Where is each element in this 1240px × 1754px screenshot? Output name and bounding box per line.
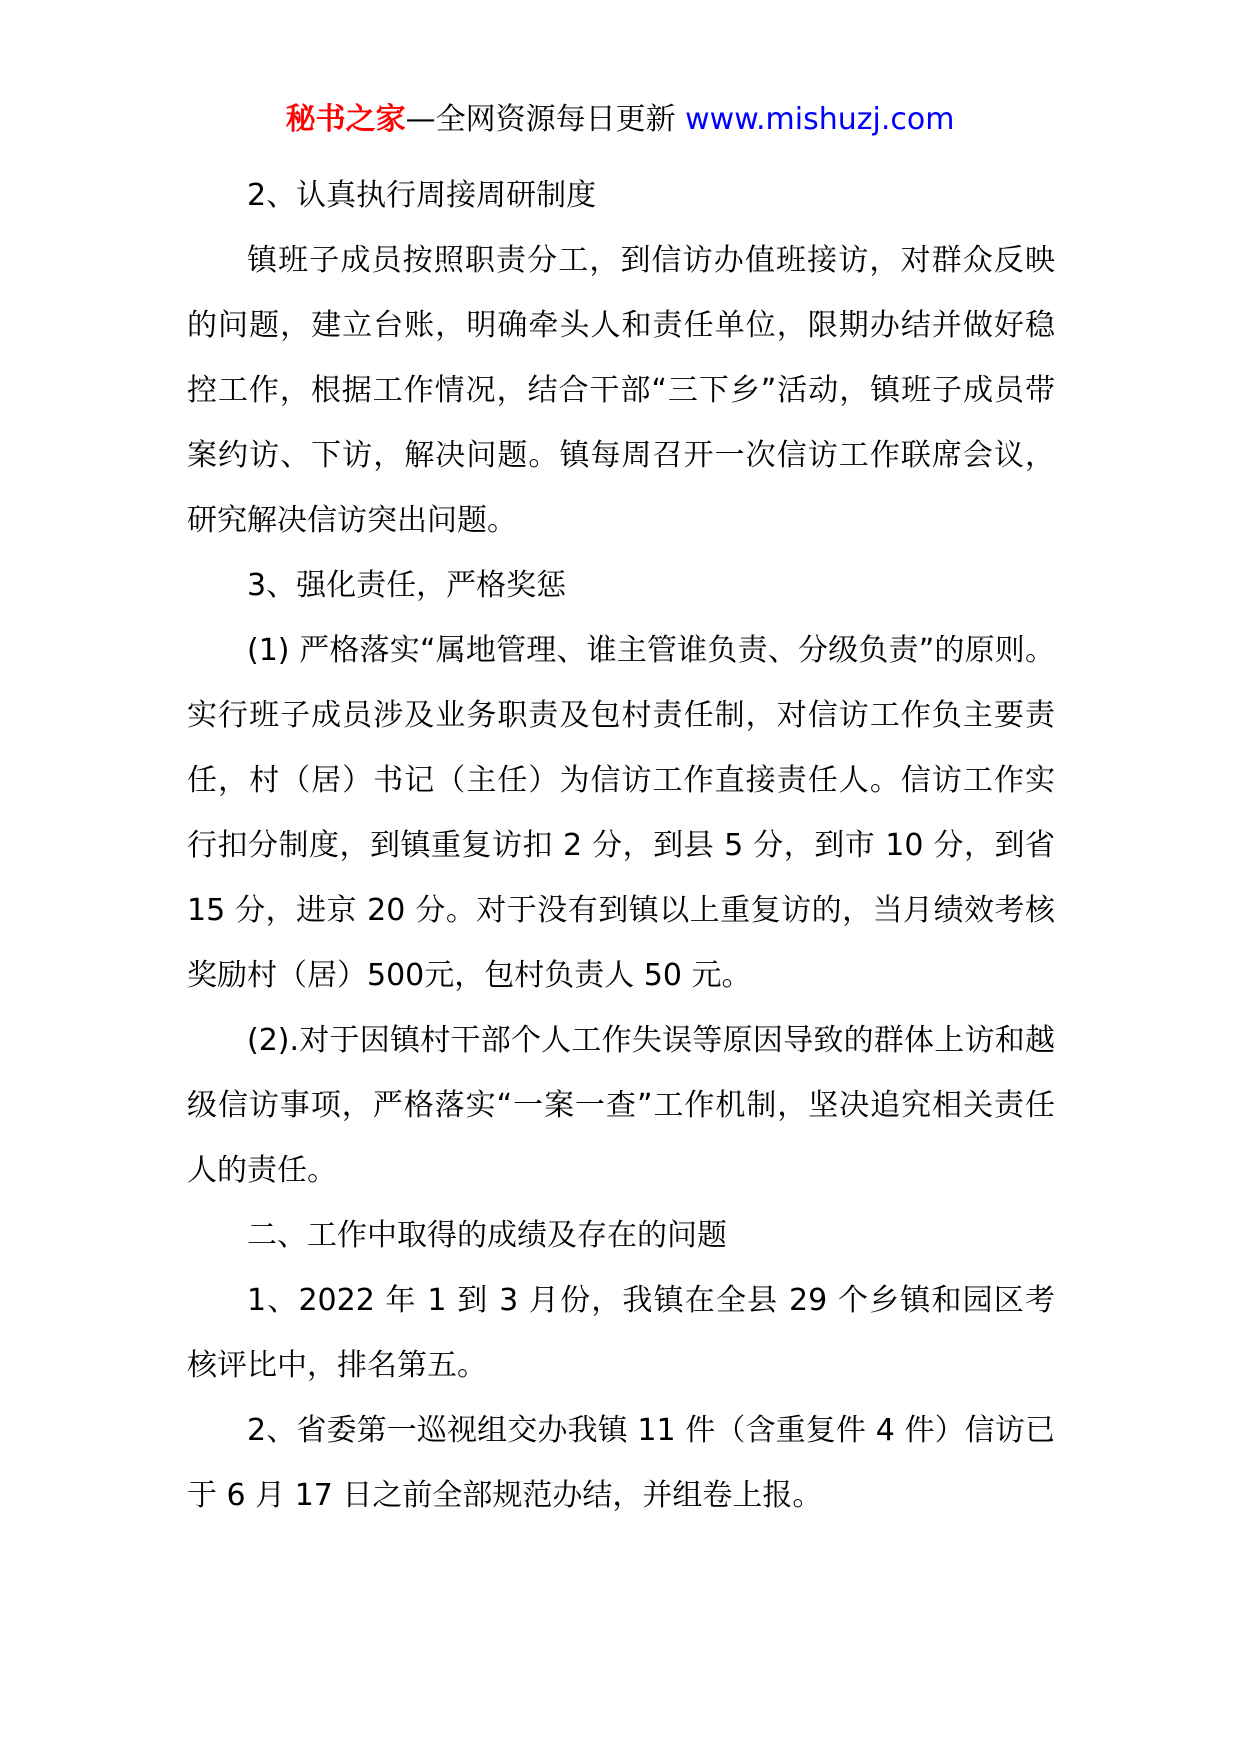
- document-header: [0, 100, 1240, 140]
- brand-name: 秘书之家: [285, 102, 406, 137]
- paragraph-ranking: 1、2022 年 1 到 3 月份，我镇在全县 29 个乡镇和园区考核评比中，排名第五。: [187, 1283, 1055, 1383]
- paragraph-inspection-cases: 2、省委第一巡视组交办我镇 11 件（含重复件 4 件）信访已于 6 月 17 日之前全部规范办结，并组卷上报。: [187, 1413, 1055, 1513]
- header-tagline: —全网资源每日更新: [405, 102, 676, 137]
- heading-achievements: 二、工作中取得的成绩及存在的问题: [247, 1218, 727, 1253]
- heading-weekly-system: 2、认真执行周接周研制度: [247, 178, 597, 213]
- paragraph-duty-reception: 镇班子成员按照职责分工，到信访办值班接访，对群众反映的问题，建立台账，明确牵头人和责任单位，限期办结并做好稳控工作，根据工作情况，结合干部“三下乡”活动，镇班子成员带案约访、下访，解决问题。镇每周召开一次信访工作联席会议，研究解决信访突出问题。: [187, 243, 1055, 538]
- document-body: [187, 163, 1055, 1528]
- paragraph-accountability: (2).对于因镇村干部个人工作失误等原因导致的群体上访和越级信访事项，严格落实“一案一查”工作机制，坚决追究相关责任人的责任。: [187, 1023, 1055, 1188]
- heading-responsibility: 3、强化责任，严格奖惩: [247, 568, 567, 603]
- site-url-link[interactable]: www.mishuzj.com: [685, 102, 955, 137]
- paragraph-principle-scoring: (1) 严格落实“属地管理、谁主管谁负责、分级负责”的原则。实行班子成员涉及业务职责及包村责任制，对信访工作负主要责任，村（居）书记（主任）为信访工作直接责任人。信访工作实行扣分制度，到镇重复访扣 2 分，到县 5 分，到市 10 分，到省 15 分，进京 20 分。对于没有到镇以上重复访的，当月绩效考核奖励村（居）500元，包村负责人 50 元。: [187, 633, 1055, 993]
